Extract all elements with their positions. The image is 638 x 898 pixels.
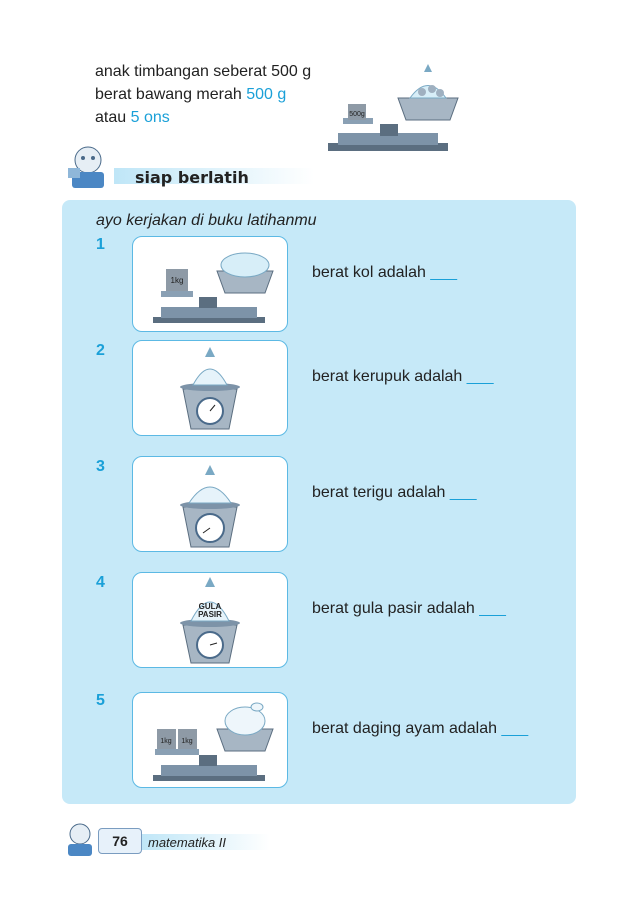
balance-scale-cabbage-icon bbox=[133, 237, 287, 331]
intro-line-2: berat bawang merah 500 g bbox=[95, 86, 287, 103]
balance-scale-illustration bbox=[318, 58, 468, 158]
item-card-3 bbox=[132, 456, 288, 552]
weight-label: 1kg bbox=[160, 738, 172, 745]
question-5: berat daging ayam adalah ___ bbox=[312, 720, 529, 737]
intro-value-ons: 5 ons bbox=[130, 109, 170, 126]
section-title: siap berlatih bbox=[135, 168, 249, 187]
answer-blank: ___ bbox=[466, 368, 494, 385]
instruction: ayo kerjakan di buku latihanmu bbox=[96, 212, 317, 229]
bag-label-pasir: PASIR bbox=[198, 610, 222, 619]
bag-label-gula: GULA bbox=[198, 602, 222, 611]
item-number-4: 4 bbox=[96, 574, 105, 591]
footer-mascot-icon bbox=[60, 820, 100, 860]
weight-label: 500g bbox=[349, 111, 365, 118]
answer-blank: ___ bbox=[479, 600, 506, 617]
question-3: berat terigu adalah ___ bbox=[312, 484, 477, 501]
dial-scale-sugar-icon bbox=[133, 573, 287, 667]
dial-scale-flour-icon bbox=[133, 457, 287, 551]
question-4: berat gula pasir adalah ___ bbox=[312, 600, 506, 617]
question-2: berat kerupuk adalah ___ bbox=[312, 368, 494, 385]
weight-label: 1kg bbox=[170, 276, 184, 285]
section-heading bbox=[62, 142, 322, 194]
item-card-1 bbox=[132, 236, 288, 332]
book-title: matematika II bbox=[148, 835, 227, 850]
item-number-5: 5 bbox=[96, 692, 105, 709]
intro-text bbox=[95, 60, 311, 129]
item-card-5 bbox=[132, 692, 288, 788]
question-1: berat kol adalah ___ bbox=[312, 264, 458, 281]
intro-line-3: atau 5 ons bbox=[95, 109, 170, 126]
intro-value-grams: 500 g bbox=[246, 86, 287, 103]
page-number: 76 bbox=[98, 828, 142, 854]
weight-label: 1kg bbox=[181, 738, 193, 745]
dial-scale-crackers-icon bbox=[133, 341, 287, 435]
item-number-2: 2 bbox=[96, 342, 105, 359]
balance-scale-chicken-icon bbox=[133, 693, 287, 787]
answer-blank: ___ bbox=[430, 264, 458, 281]
item-number-1: 1 bbox=[96, 236, 105, 253]
answer-blank: ___ bbox=[449, 484, 477, 501]
intro-line-1: anak timbangan seberat 500 g bbox=[95, 63, 312, 80]
mascot-icon bbox=[62, 142, 114, 194]
answer-blank: ___ bbox=[501, 720, 529, 737]
item-card-2 bbox=[132, 340, 288, 436]
item-card-4 bbox=[132, 572, 288, 668]
item-number-3: 3 bbox=[96, 458, 105, 475]
